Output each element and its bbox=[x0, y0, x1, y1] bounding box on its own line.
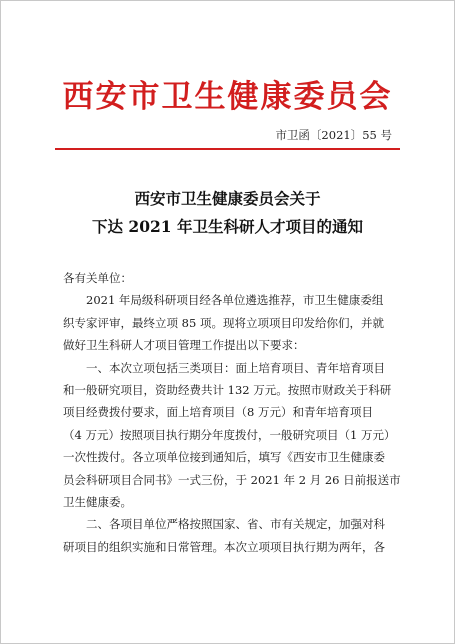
paragraph-2-line-6: 员会科研项目合同书》一式三份，于 2021 年 2 月 26 日前报送市 bbox=[63, 472, 401, 487]
paragraph-2-line-5: 一次性拨付。各立项单位接到通知后，填写《西安市卫生健康委 bbox=[63, 450, 385, 465]
salutation: 各有关单位： bbox=[63, 271, 132, 285]
paragraph-2 bbox=[63, 357, 401, 514]
paragraph-3-line-2: 研项目的组织实施和日常管理。本次立项项目执行期为两年，各 bbox=[63, 539, 385, 554]
paragraph-1-line-3: 做好卫生科研人才项目管理工作提出以下要求： bbox=[63, 338, 305, 353]
paragraph-3 bbox=[63, 513, 398, 558]
paragraph-2-line-1: 一、本次立项包括三类项目：面上培育项目、青年培育项目 bbox=[86, 360, 385, 375]
document-title-line-2: 下达 2021 年卫生科研人才项目的通知 bbox=[92, 217, 363, 236]
paragraph-2-line-4: （4 万元）按照项目执行期分年度拨付，一般研究项目（1 万元） bbox=[63, 427, 396, 442]
issuing-organization: 西安市卫生健康委员会 bbox=[62, 79, 393, 115]
paragraph-2-line-3: 项目经费拨付要求，面上培育项目（8 万元）和青年培育项目 bbox=[63, 405, 373, 420]
document-title-line-1: 西安市卫生健康委员会关于 bbox=[134, 189, 321, 208]
document-number: 市卫函〔2021〕55 号 bbox=[275, 128, 392, 142]
paragraph-2-line-7: 卫生健康委。 bbox=[63, 495, 132, 510]
document-body bbox=[63, 267, 401, 558]
paragraph-1 bbox=[63, 289, 398, 356]
paragraph-1-line-1: 2021 年局级科研项目经各单位遴选推荐，市卫生健康委组 bbox=[86, 293, 384, 308]
paragraph-2-line-2: 和一般研究项目，资助经费共计 132 万元。按照市财政关于科研 bbox=[63, 383, 392, 398]
paragraph-3-line-1: 二、各项目单位严格按照国家、省、市有关规定，加强对科 bbox=[86, 517, 385, 532]
red-separator-line bbox=[55, 148, 400, 150]
paragraph-1-line-2: 织专家评审，最终立项 85 项。现将立项项目印发给你们，并就 bbox=[63, 315, 384, 330]
